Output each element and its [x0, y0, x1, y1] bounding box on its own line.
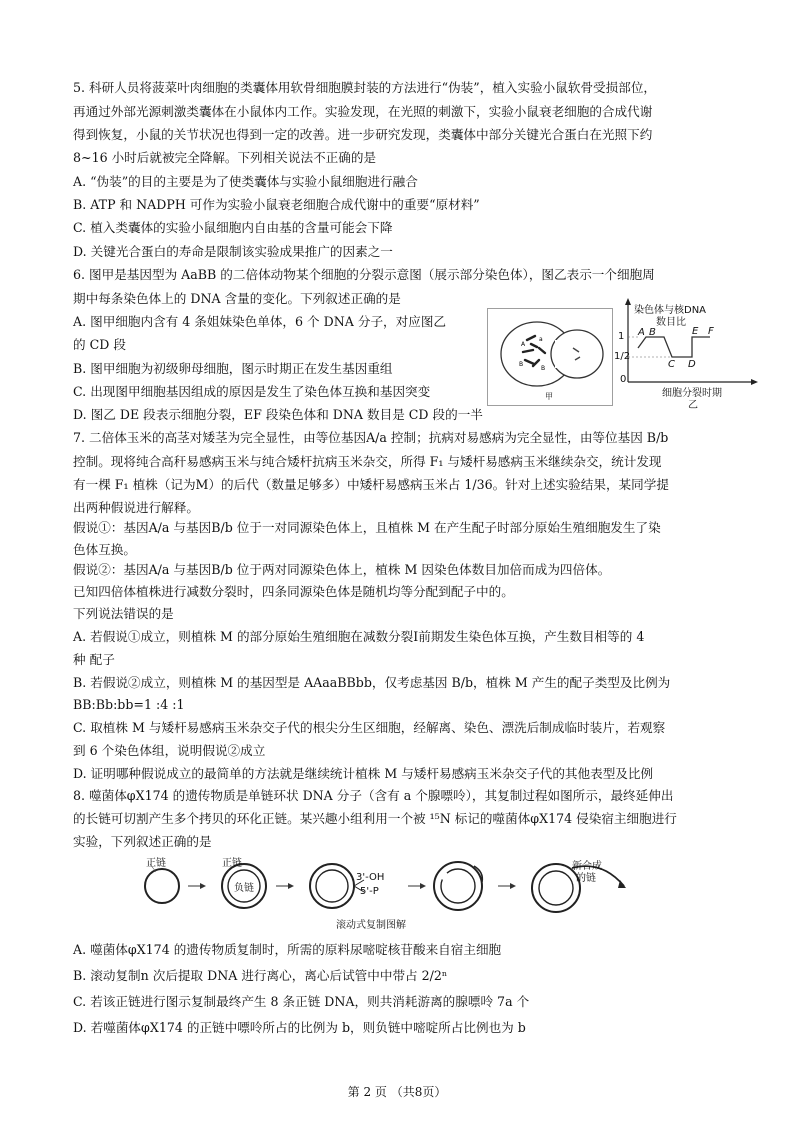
q5-option-a: A. “伪装”的目的主要是为了使类囊体与实验小鼠细胞进行融合 [73, 174, 418, 189]
q5-stem-line-1: 5. 科研人员将菠菜叶肉细胞的类囊体用软骨细胞膜封装的方法进行“伪装”，植入实验小鼠软骨受损部位， [73, 80, 657, 95]
q7-option-b: B. 若假说②成立，则植株 M 的基因型是 AAaaBBbb，仅考虑基因 B/b，植株 M 产生的配子类型及比例为 [73, 675, 671, 690]
figure-yi-pt-a: A [638, 327, 645, 338]
svg-text:a: a [539, 336, 543, 343]
q5-stem-line-4: 8~16 小时后就被完全降解。下列相关说法不正确的是 [73, 150, 377, 165]
q5-stem-line-2: 再通过外部光源刺激类囊体在小鼠体内工作。实验发现，在光照的刺激下，实验小鼠衰老细胞的合成代谢 [73, 104, 653, 119]
q8-option-d: D. 若噬菌体φX174 的正链中嘌呤所占的比例为 b，则负链中嘧啶所占比例也为 b [73, 1020, 526, 1035]
q8-option-c: C. 若该正链进行图示复制最终产生 8 条正链 DNA，则共消耗游离的腺嘌呤 7a 个 [73, 994, 530, 1009]
q7-stem-line-3: 有一棵 F₁ 植株（记为M）的后代（数量足够多）中矮杆易感病玉米占 1/36。针对上述实验结果，某同学提 [73, 477, 669, 492]
q7-option-c: C. 取植株 M 与矮杆易感病玉米杂交子代的根尖分生区细胞，经解离、染色、漂洗后制成临时装片，若观察 [73, 720, 666, 735]
figure-yi-ylabel-2: 数目比 [656, 317, 686, 328]
figure-rc-label-zheng-1: 正链 [146, 858, 166, 869]
figure-yi-caption: 乙 [688, 400, 698, 411]
q6-option-d: D. 图乙 DE 段表示细胞分裂，EF 段染色体和 DNA 数目是 CD 段的一半 [73, 407, 483, 422]
q7-option-a-cont: 种 配子 [73, 652, 115, 667]
figure-rc-label-5p: 5'-P [360, 886, 379, 897]
q8-option-b: B. 滚动复制n 次后提取 DNA 进行离心，离心后试管中中带占 2/2ⁿ [73, 968, 448, 983]
q5-option-c: C. 植入类囊体的实验小鼠细胞内自由基的含量可能会下降 [73, 220, 393, 235]
figure-jia-cell [487, 308, 613, 406]
q7-option-d: D. 证明哪种假说成立的最简单的方法就是继续统计植株 M 与矮杆易感病玉米杂交子代的其他表型及比例 [73, 766, 654, 781]
q7-hypothesis-1: 假说①：基因A/a 与基因B/b 位于一对同源染色体上，且植株 M 在产生配子时部分原始生殖细胞发生了染 [73, 520, 661, 535]
q6-option-a-cont: 的 CD 段 [73, 337, 126, 352]
q7-hypothesis-1-cont: 色体互换。 [73, 542, 136, 557]
q8-stem-line-2: 的长链可切割产生多个拷贝的环化正链。某兴趣小组利用一个被 ¹⁵N 标记的噬菌体φX174 侵染宿主细胞进行 [73, 811, 677, 826]
figure-rc-label-zheng-2: 正链 [222, 858, 242, 869]
figure-rc-label-3oh: 3'-OH [356, 872, 385, 883]
q8-option-a: A. 噬菌体φX174 的遗传物质复制时，所需的原料尿嘧啶核苷酸来自宿主细胞 [73, 942, 502, 957]
svg-text:B: B [519, 361, 524, 368]
figure-yi-yhalf: 1/2 [614, 351, 631, 362]
q6-stem-line-2: 期中每条染色体上的 DNA 含量的变化。下列叙述正确的是 [73, 291, 401, 306]
q5-option-b: B. ATP 和 NADPH 可作为实验小鼠衰老细胞合成代谢中的重要“原材料” [73, 197, 480, 212]
figure-yi-graph [614, 296, 764, 411]
figure-rolling-circle [136, 852, 656, 932]
figure-yi-ylabel-1: 染色体与核DNA [634, 305, 707, 316]
figure-rc-label-new-1: 新合成 [572, 861, 602, 872]
q7-note: 已知四倍体植株进行减数分裂时，四条同源染色体是随机均等分配到配子中的。 [73, 584, 514, 599]
figure-yi-xlabel: 细胞分裂时期 [662, 388, 722, 399]
q7-option-a: A. 若假说①成立，则植株 M 的部分原始生殖细胞在减数分裂Ⅰ前期发生染色体互换，产生数目相等的 4 [73, 629, 645, 644]
figure-yi-origin: 0 [620, 374, 627, 385]
svg-text:A: A [521, 341, 526, 348]
figure-rc-label-fu: 负链 [234, 883, 254, 894]
q7-stem-line-1: 7. 二倍体玉米的高茎对矮茎为完全显性，由等位基因A/a 控制；抗病对易感病为完全显性，由等位基因 B/b [73, 430, 669, 445]
page-footer: 第 2 页 （共8页） [347, 1085, 447, 1099]
figure-yi-pt-e: E [692, 326, 699, 337]
q6-stem-line-1: 6. 图甲是基因型为 AaBB 的二倍体动物某个细胞的分裂示意图（展示部分染色体），图乙表示一个细胞周 [73, 267, 655, 282]
figure-yi-pt-d: D [688, 359, 696, 370]
figure-rc-label-new-2: 的链 [576, 873, 596, 884]
q6-option-a: A. 图甲细胞内含有 4 条姐妹染色单体，6 个 DNA 分子，对应图乙 [73, 314, 447, 329]
q7-hypothesis-2: 假说②：基因A/a 与基因B/b 位于两对同源染色体上，植株 M 因染色体数目加倍而成为四倍体。 [73, 562, 611, 577]
q6-option-b: B. 图甲细胞为初级卵母细胞，图示时期正在发生基因重组 [73, 361, 393, 376]
q7-stem-line-4: 出两种假说进行解释。 [73, 500, 199, 515]
figure-yi-pt-f: F [708, 326, 714, 337]
figure-jia-label: 甲 [545, 392, 553, 401]
figure-rc-caption: 滚动式复制图解 [336, 920, 406, 931]
figure-yi-y1: 1 [618, 331, 625, 342]
figure-yi-pt-c: C [668, 359, 675, 370]
q6-option-c: C. 出现图甲细胞基因组成的原因是发生了染色体互换和基因突变 [73, 384, 431, 399]
q7-option-c-cont: 到 6 个染色体组，说明假说②成立 [73, 743, 266, 758]
svg-text:B: B [541, 365, 546, 372]
q8-stem-line-1: 8. 噬菌体φX174 的遗传物质是单链环状 DNA 分子（含有 a 个腺嘌呤），其复制过程如图所示，最终延伸出 [73, 788, 674, 803]
q8-stem-line-3: 实验，下列叙述正确的是 [73, 834, 212, 849]
q7-option-b-cont: BB:Bb:bb=1 :4 :1 [73, 697, 185, 712]
q5-option-d: D. 关键光合蛋白的寿命是限制该实验成果推广的因素之一 [73, 244, 393, 259]
q7-stem-line-2: 控制。现将纯合高秆易感病玉米与纯合矮杆抗病玉米杂交，所得 F₁ 与矮杆易感病玉米继续杂交，统计发现 [73, 454, 662, 469]
q5-stem-line-3: 得到恢复，小鼠的关节状况也得到一定的改善。进一步研究发现，类囊体中部分关键光合蛋白在光照下约 [73, 127, 653, 142]
figure-yi-pt-b: B [649, 327, 656, 338]
q7-ask: 下列说法错误的是 [73, 606, 174, 621]
